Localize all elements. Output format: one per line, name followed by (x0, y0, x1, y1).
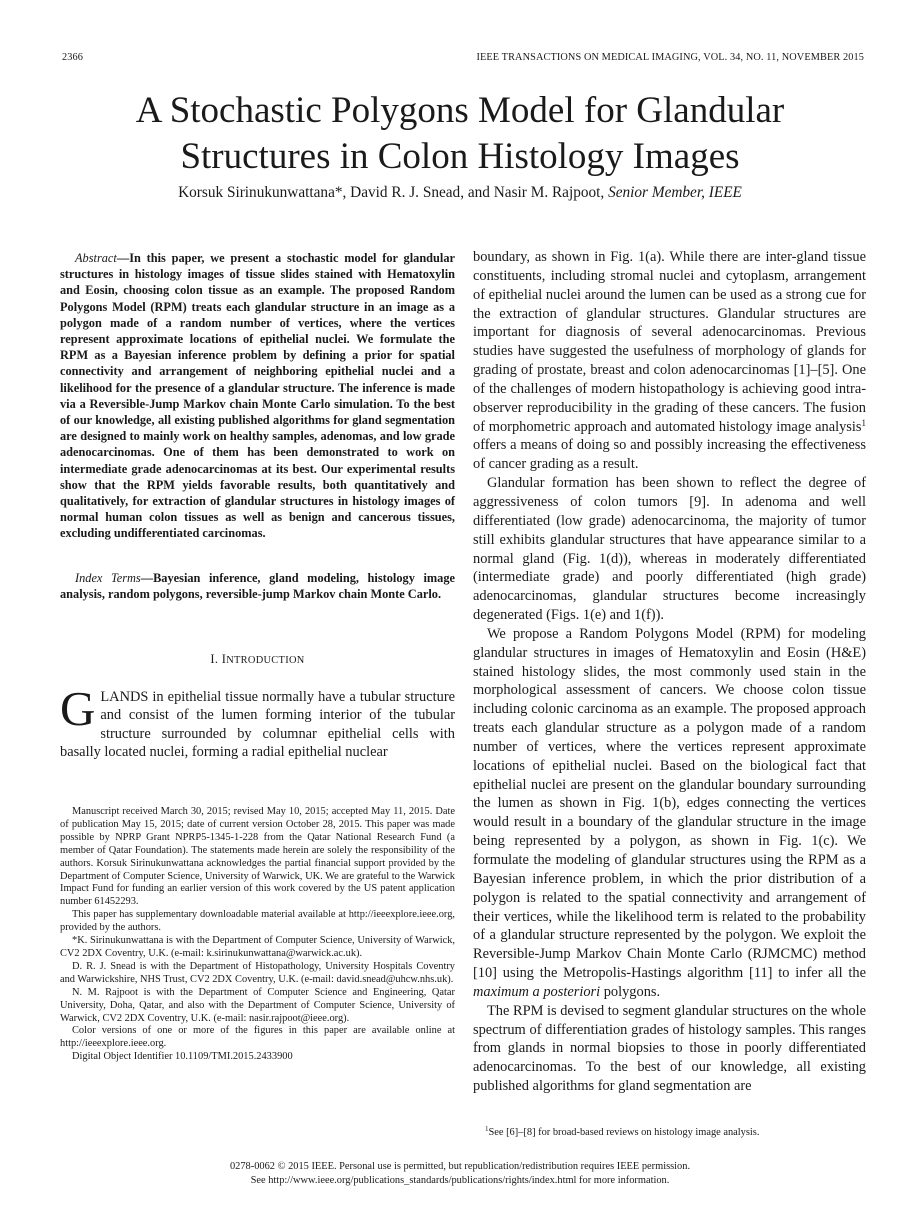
title-line-2: Structures in Colon Histology Images (180, 136, 740, 177)
title-line-1: A Stochastic Polygons Model for Glandular (135, 90, 785, 131)
paragraph-2: Glandular formation has been shown to reflect the degree of aggressiveness of colon tumors [9]. In adenoma and well differentiated (low grade) adenocarcinoma, the majority of tumor still exhibits glandular structures that have appearance similar to a normal gland (Fig. 1(d)), whereas in moderately differentiated (intermediate grade) and poorly differentiated (high grade) adenocarcinomas, glandular structures become increasingly degenerated (Figs. 1(e) and 1(f)). (473, 475, 866, 624)
section-initial: I (221, 652, 227, 666)
page-number: 2366 (62, 52, 83, 63)
author-membership: , Senior Member, IEEE (600, 184, 742, 201)
footnote-manuscript: Manuscript received March 30, 2015; revised May 10, 2015; accepted May 11, 2015. Date of publication May 15, 2015; date of current version October 28, 2015. This paper was made possible by NPRP Grant NPRP5-1345-1-228 from the Qatar National Research Fund (a member of Qatar Foundation). The statements made herein are solely the responsibility of the authors. Korsuk Sirinukunwattana acknowledges the partial financial support provided by the Department of Computer Science, University of Warwick, UK. We are grateful to the Warwick Impact Fund for funding an earlier version of this work covered by the US patent application number 61452293. (60, 806, 455, 908)
footnote-right-text: See [6]–[8] for broad-based reviews on histology image analysis. (488, 1127, 760, 1138)
footnote-doi: Digital Object Identifier 10.1109/TMI.2015.2433900 (72, 1051, 293, 1063)
paragraph-3-emphasis: maximum a posteriori (473, 983, 601, 1000)
footnote-supplementary: This paper has supplementary downloadable material available at http://ieeexplore.ieee.org, provided by the authors. (60, 909, 455, 934)
copyright-line-2: See http://www.ieee.org/publications_standards/publications/rights/index.html for more information. (250, 1175, 670, 1186)
intro-text: LANDS in epithelial tissue normally have a tubular structure and consist of the lumen forming interior of the tubular structure surrounded by columnar epithelial cells with basally located nuclei, forming a radial epithelial nuclear (60, 689, 455, 761)
drop-cap: G (60, 681, 96, 736)
paragraph-3-text: We propose a Random Polygons Model (RPM) for modeling glandular structures in images of Hematoxylin and Eosin (H&E) stained histology slides, the most commonly used stain in the morphological assessment of cancers. We choose colon tissue including colonic carcinoma as an example. The proposed approach treats each glandular structure as a polygon made of a random number of vertices, where the vertices represent approximate locations of epithelial nuclei. Based on the biological fact that epithelial nuclei are present on the glandular boundary surrounding the lumen as shown in Fig. 1(b), edges connecting the vertices would result in a boundary of the glandular structure in the image being represented by a polygon, as shown in Fig. 1(c). We formulate the modeling of glandular structures using the RPM as a Bayesian inference problem, in which the prior distribution of a polygon is related to the spatial connectivity and arrangement of their vertices, while the likelihood term is related to the probability of a glandular structure represented by the polygon. We exploit the Reversible-Jump Markov Chain Monte Carlo (RJMCMC) method [10] using the Metropolis-Hastings algorithm [11] to infer all the (473, 625, 866, 982)
right-column-body (473, 248, 866, 1096)
copyright-notice (40, 1160, 880, 1188)
paragraph-1-text: boundary, as shown in Fig. 1(a). While there are inter-gland tissue constituents, including stromal nuclei and cytoplasm, arrangement of epithelial nuclei around the lumen can be used as a strong cue for the extraction of glandular structures. Glandular structures are important for diagnosis of several adenocarcinomas. Previous studies have suggested the usefulness of morphology of glands for grading of prostate, breast and colon adenocarcinomas [1]–[5]. One of the challenges of modern histopathology is achieving good intra-observer reproducibility in the grading of these cancers. The fusion of morphometric approach and automated histology image analysis (473, 249, 866, 435)
footnote-author-3: N. M. Rajpoot is with the Department of Computer Science and Engineering, Qatar University, Doha, Qatar, and also with the Department of Computer Science, University of Warwick, CV2 2DX Coventry, U.K. (e-mail: nasir.rajpoot@ieee.org). (60, 986, 455, 1024)
abstract (60, 250, 455, 542)
abstract-text: —In this paper, we present a stochastic model for glandular structures in histology images of tissue slides stained with Hematoxylin and Eosin, choosing colon tissue as an example. The proposed Random Polygons Model (RPM) treats each glandular structure in an image as a polygon made of a random number of vertices, where the vertices represent approximate locations of epithelial nuclei. We formulate the RPM as a Bayesian inference problem by defining a prior for spatial connectivity and arrangement of neighboring epithelial nuclei and a likelihood for the presence of a glandular structure. The inference is made via a Reversible-Jump Markov chain Monte Carlo simulation. To the best of our knowledge, all existing published algorithms for gland segmentation are designed to mainly work on healthy samples, adenomas, and low grade adenocarcinomas. One of them has been demonstrated to work on intermediate grade adenocarcinomas at its best. Our experimental results show that the RPM yields favorable results, both quantitatively and qualitatively, for extraction of glandular structures in histology images of normal human colon tissues as well as benign and cancerous tissues, excluding undifferentiated carcinomas. (60, 251, 455, 541)
index-terms (60, 570, 455, 602)
index-terms-text: —Bayesian inference, gland modeling, histology image analysis, random polygons, reversible-jump Markov chain Monte Carlo. (60, 571, 455, 602)
paragraph-4: The RPM is devised to segment glandular structures on the whole spectrum of differentiation grades of histology samples. This ranges from glands in normal biopsies to those in poorly differentiated adenocarcinomas. To the best of our knowledge, all existing published algorithms for gland segmentation are (473, 1002, 866, 1095)
section-title-rest: NTRODUCTION (226, 655, 305, 666)
footnote-color: Color versions of one or more of the figures in this paper are available online at http://ieeexplore.ieee.org. (60, 1025, 455, 1050)
footnote-author-2: D. R. J. Snead is with the Department of Histopathology, University Hospitals Coventry and Warwickshire, NHS Trust, CV2 2DX Coventry, U.K. (e-mail: david.snead@uhcw.nhs.uk). (60, 960, 455, 985)
index-terms-label: Index Terms (75, 571, 141, 585)
journal-header: IEEE TRANSACTIONS ON MEDICAL IMAGING, VOL. 34, NO. 11, NOVEMBER 2015 (476, 52, 864, 63)
paragraph-3 (473, 625, 866, 1002)
footnote-ref: 1 (861, 417, 866, 428)
paragraph-1-end: offers a means of doing so and possibly increasing the effectiveness of cancer grading as a result. (473, 437, 866, 473)
paragraph-1 (473, 248, 866, 474)
section-number: I. (210, 652, 222, 666)
paragraph-3-end: polygons. (600, 983, 661, 1000)
footnote-right-marker: 1 (485, 1125, 489, 1133)
section-heading (60, 652, 455, 667)
author-names: Korsuk Sirinukunwattana*, David R. J. Snead, and Nasir M. Rajpoot (178, 184, 601, 201)
author-list (40, 184, 880, 202)
footnotes-left (60, 806, 455, 1064)
paper-title (40, 88, 880, 180)
footnote-right (473, 1126, 866, 1139)
footnote-author-1: *K. Sirinukunwattana is with the Department of Computer Science, University of Warwick, CV2 2DX Coventry, U.K. (e-mail: k.sirinukunwattana@warwick.ac.uk). (60, 935, 455, 959)
copyright-line-1: 0278-0062 © 2015 IEEE. Personal use is permitted, but republication/redistribution requires IEEE permission. (229, 1161, 691, 1172)
intro-paragraph (60, 681, 455, 762)
abstract-label: Abstract (75, 251, 117, 265)
